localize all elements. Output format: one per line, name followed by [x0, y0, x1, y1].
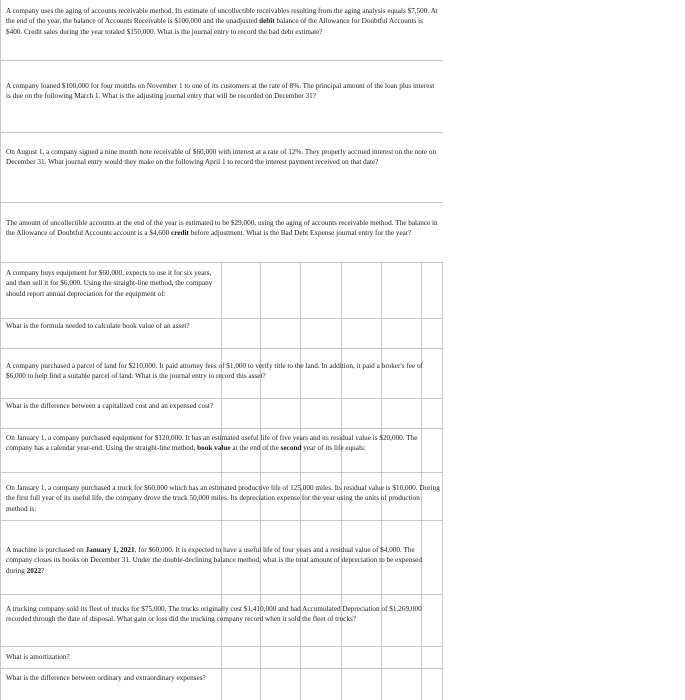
question-14: What is the difference between ordinary and extraordinary expenses?: [6, 674, 206, 682]
question-6: What is the formula needed to calculate book value of an asset?: [6, 322, 190, 330]
grid-line: [0, 646, 443, 647]
grid-line: [442, 262, 443, 700]
question-10: On January 1, a company purchased a truck for $60,000 which has an estimated productive life of 125,000 miles. Its residual value is $10,000. During the first full year of its useful life, the company drove the truck 50,000 miles. Its depreciation expense for the year using the units of production method is:: [6, 484, 440, 513]
grid-line: [0, 398, 443, 399]
grid-line: [300, 262, 301, 700]
grid-line: [221, 262, 222, 700]
grid-line: [260, 262, 261, 700]
question-5: A company buys equipment for $60,000, expects to use it for six years, and then sell it for $6,000. Using the straight-line method, the company should report annual depreciation for the equipment of:: [6, 269, 213, 298]
question-12: A trucking company sold its fleet of trucks for $75,000. The trucks originally cost $1,410,000 and had Accumulated Depreciation of $1,269,000 recorded through the date of disposal. What gain or loss did the trucking company record when it sold the fleet of trucks?: [6, 605, 422, 624]
question-9: On January 1, a company purchased equipment for $120,000. It has an estimated useful life of five years and its residual value is $20,000. The company has a calendar year-end. Using the straight-line method, book value at the end of the second year of its life equals:: [6, 434, 418, 453]
question-3: On August 1, a company signed a nine month note receivable of $60,000 with interest at a rate of 12%. They properly accrued interest on the note on December 31. What journal entry would they make on the following April 1 to record the interest payment received on that date?: [6, 148, 437, 167]
grid-line: [0, 348, 443, 349]
question-2: A company loaned $100,000 for four months on November 1 to one of its customers at the rate of 8%. The principal amount of the loan plus interest is due on the following March 1. What is the adjusting journal entry that will be recorded on December 31?: [6, 82, 435, 101]
grid-line: [0, 132, 443, 133]
grid-line: [421, 262, 422, 700]
grid-line: [381, 262, 382, 700]
question-8: What is the difference between a capitalized cost and an expensed cost?: [6, 402, 214, 410]
grid-line: [0, 60, 443, 61]
grid-line: [0, 318, 443, 319]
question-1: A company uses the aging of accounts receivable method. Its estimate of uncollectible receivables resulting from the aging analysis equals $7,500. At the end of the year, the balance of Accounts Receivable is $100,000 and the unadjusted debit balance of the Allowance for Doubtful Accounts is $400. Credit sales during the year totaled $150,000. What is the journal entry to record the bad debt estimate?: [6, 7, 438, 36]
grid-line: [341, 262, 342, 700]
grid-line: [0, 202, 443, 203]
question-7: A company purchased a parcel of land for $210,000. It paid attorney fees of $1,000 to verify title to the land. In addition, it paid a broker's fee of $6,000 to help find a suitable parcel of land. What is the journal entry to record this asset?: [6, 362, 423, 381]
question-4: The amount of uncollectible accounts at the end of the year is estimated to be $29,000, using the aging of accounts receivable method. The balance in the Allowance of Doubtful Accounts account is a $4,600 credit before adjustment. What is the Bad Debt Expense journal entry for the year?: [6, 219, 438, 238]
question-11: A machine is purchased on January 1, 2021, for $60,000. It is expected to have a useful life of four years and a residual value of $4,000. The company closes its books on December 31. Under the double-declining balance method, what is the total amount of depreciation to be expensed during 2022?: [6, 546, 422, 575]
grid-line: [0, 0, 1, 700]
grid-line: [0, 668, 443, 669]
grid-line: [0, 428, 443, 429]
grid-line: [0, 262, 443, 263]
grid-line: [0, 520, 443, 521]
grid-line: [0, 594, 443, 595]
question-13: What is amortization?: [6, 653, 70, 661]
grid-line: [0, 472, 443, 473]
